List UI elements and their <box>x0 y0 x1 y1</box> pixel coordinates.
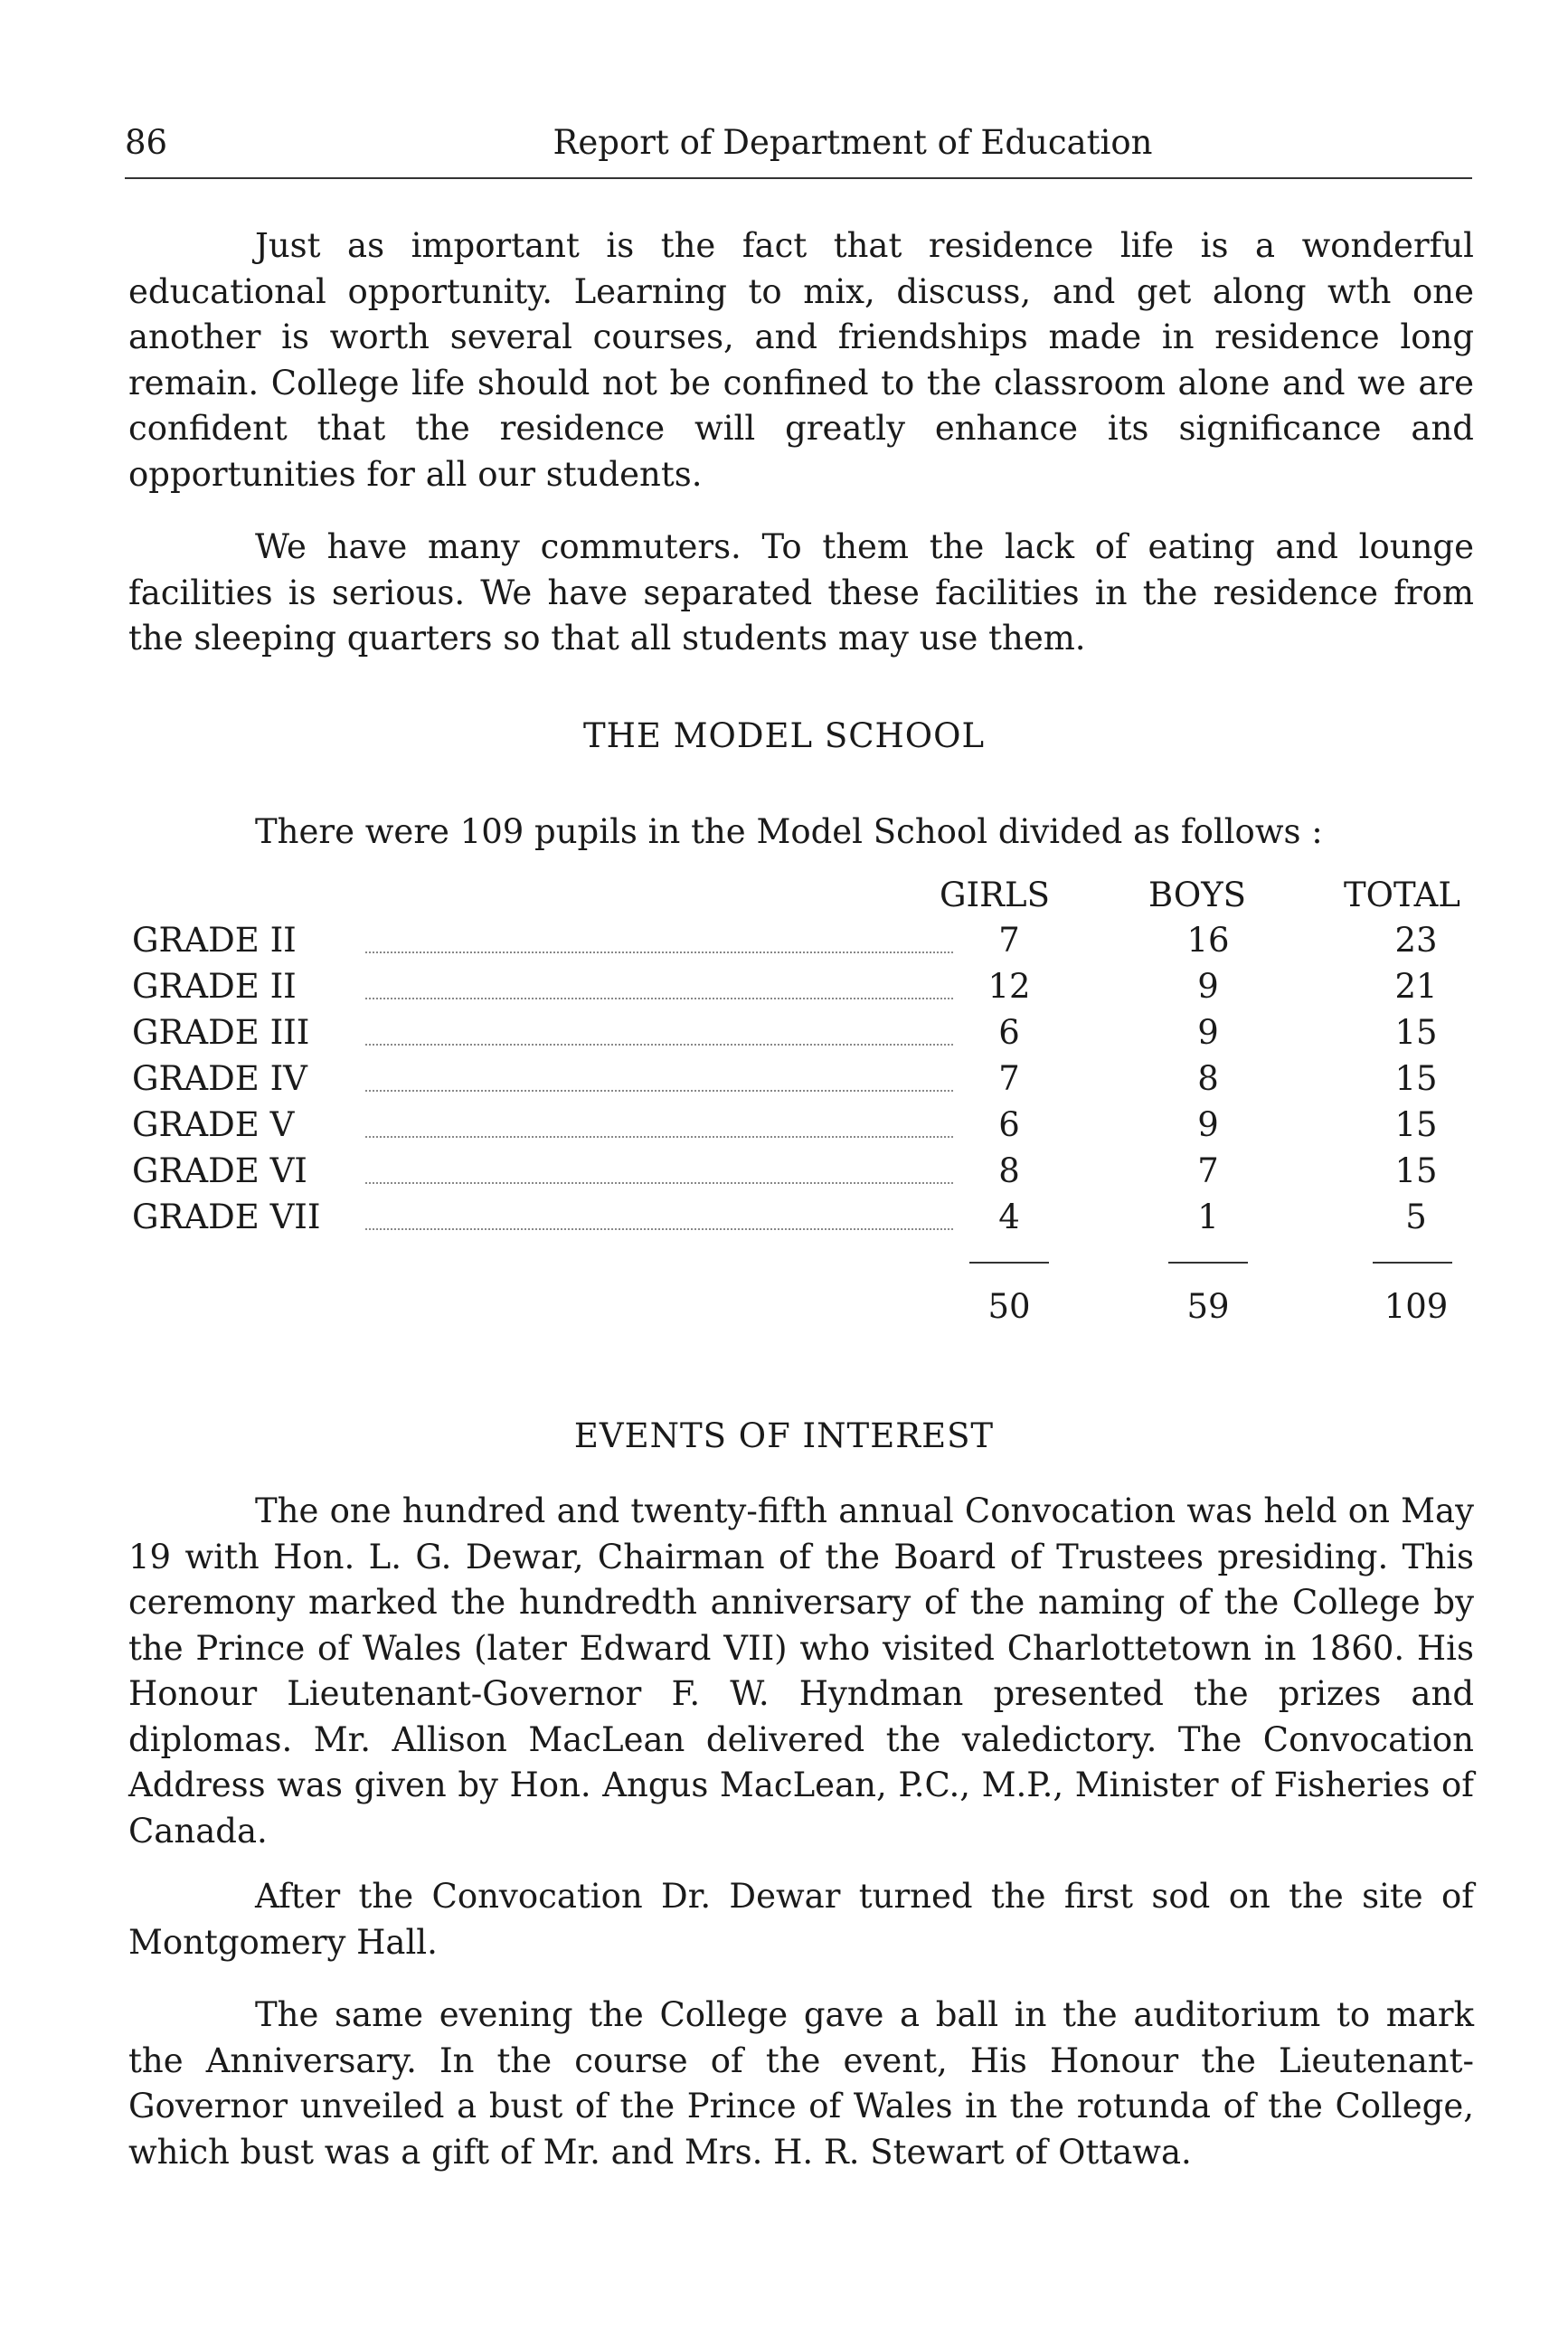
paragraph-convocation: The one hundred and twenty-fifth annual Convocation was held on May 19 with Hon. L. G. Dewar, Chairman of the Board of Trustees presiding. This ceremony marked the hundredth anniversary of the naming of the College by the Prince of Wales (later Edward VII) who visited Charlottetown in 1860. His Honour Lieutenant-Governor F. W. Hyndman presented the prizes and diplomas. Mr. Allison MacLean delivered the valedictory. The Convocation Address was given by Hon. Angus MacLean, P.C., M.P., Minister of Fisheries of Canada. <box>128 1491 1474 1851</box>
dot-leader <box>365 1228 953 1230</box>
table-row <box>132 1059 1488 1105</box>
sum-rule <box>969 1262 1049 1264</box>
column-header-total: TOTAL <box>1344 876 1460 914</box>
boys-count: 7 <box>1197 1151 1219 1190</box>
table-row <box>132 1105 1488 1151</box>
boys-count: 9 <box>1197 1105 1219 1144</box>
girls-count: 6 <box>998 1105 1020 1144</box>
boys-count: 1 <box>1197 1198 1219 1236</box>
column-header-girls: GIRLS <box>940 876 1050 914</box>
column-header-boys: BOYS <box>1148 876 1246 914</box>
girls-count: 4 <box>998 1198 1020 1236</box>
page-header <box>125 123 1472 179</box>
grand-total: 109 <box>1384 1287 1449 1326</box>
table-row <box>132 921 1488 967</box>
totals-row <box>132 1287 1488 1333</box>
grade-label: GRADE IV <box>132 1059 307 1098</box>
girls-count: 6 <box>998 1013 1020 1052</box>
girls-count: 7 <box>998 921 1020 960</box>
girls-count: 12 <box>987 967 1031 1006</box>
boys-total: 59 <box>1186 1287 1230 1326</box>
boys-count: 9 <box>1197 967 1219 1006</box>
girls-count: 8 <box>998 1151 1020 1190</box>
dot-leader <box>365 1044 953 1046</box>
table-row <box>132 1013 1488 1059</box>
table-row <box>132 967 1488 1013</box>
grade-label: GRADE V <box>132 1105 295 1144</box>
grade-label: GRADE III <box>132 1013 310 1052</box>
table-header <box>132 876 1488 921</box>
girls-total: 50 <box>987 1287 1031 1326</box>
total-count: 15 <box>1394 1105 1438 1144</box>
grade-label: GRADE II <box>132 921 297 960</box>
heading-model-school: THE MODEL SCHOOL <box>582 716 986 755</box>
girls-count: 7 <box>998 1059 1020 1098</box>
page-number: 86 <box>125 123 168 162</box>
total-count: 15 <box>1394 1151 1438 1190</box>
dot-leader <box>365 1136 953 1138</box>
total-count: 15 <box>1394 1013 1438 1052</box>
paragraph-commuters: We have many commuters. To them the lack of eating and lounge facilities is serious. We have separated these facilities in the residence from the sleeping quarters so that all students may use them. <box>128 527 1474 658</box>
dot-leader <box>365 1090 953 1092</box>
paragraph-pupils-intro: There were 109 pupils in the Model School divided as follows : <box>255 812 1323 851</box>
paragraph-first-sod: After the Convocation Dr. Dewar turned the first sod on the site of Montgomery Hall. <box>128 1877 1474 1962</box>
total-count: 15 <box>1394 1059 1438 1098</box>
boys-count: 8 <box>1197 1059 1219 1098</box>
running-title: Report of Department of Education <box>553 123 1153 162</box>
sum-rule <box>1168 1262 1248 1264</box>
grade-label: GRADE II <box>132 967 297 1006</box>
boys-count: 16 <box>1186 921 1230 960</box>
dot-leader <box>365 998 953 999</box>
paragraph-ball: The same evening the College gave a ball in the auditorium to mark the Anniversary. In the course of the event, His Honour the Lieutenant-Governor unveiled a bust of the Prince of Wales in the rotunda of the College, which bust was a gift of Mr. and Mrs. H. R. Stewart of Ottawa. <box>128 1995 1474 2172</box>
dot-leader <box>365 951 953 953</box>
table-row <box>132 1151 1488 1198</box>
table-row <box>132 1198 1488 1244</box>
grade-label: GRADE VII <box>132 1198 321 1236</box>
sum-rules <box>132 1244 1488 1287</box>
boys-count: 9 <box>1197 1013 1219 1052</box>
dot-leader <box>365 1182 953 1184</box>
sum-rule <box>1373 1262 1452 1264</box>
total-count: 23 <box>1394 921 1438 960</box>
total-count: 21 <box>1394 967 1438 1006</box>
paragraph-residence-life: Just as important is the fact that residence life is a wonderful educational opportunity. Learning to mix, discuss, and get along wth one another is worth several courses, and friendships made in residence long remain. College life should not be confined to the classroom alone and we are confident that the residence will greatly enhance its significance and opportunities for all our students. <box>128 226 1474 494</box>
enrollment-table <box>132 876 1488 1333</box>
total-count: 5 <box>1405 1198 1427 1236</box>
grade-label: GRADE VI <box>132 1151 307 1190</box>
heading-events: EVENTS OF INTEREST <box>573 1416 995 1455</box>
